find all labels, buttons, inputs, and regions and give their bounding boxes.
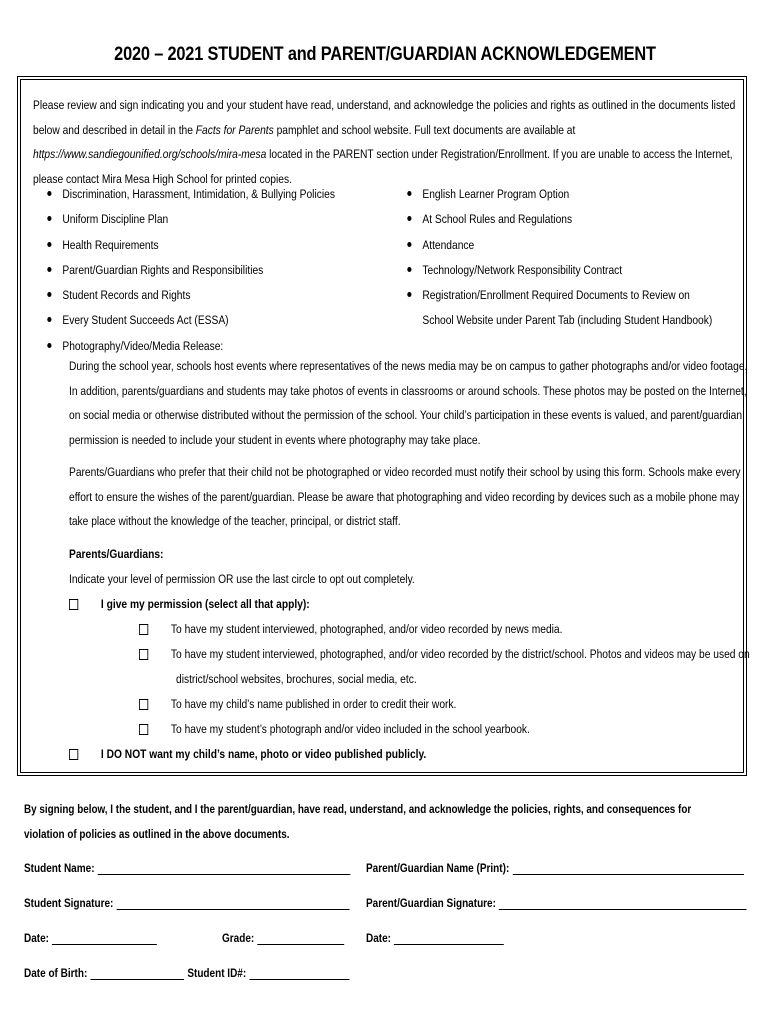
give-permission-label: I give my permission (select all that apply): <box>100 597 310 611</box>
intro-text-2: pamphlet and school website. Full text documents are available at <box>273 122 576 137</box>
student-name-label: Student Name: <box>24 861 95 875</box>
date-label: Date: <box>24 931 49 945</box>
parents-heading <box>69 542 163 567</box>
intro-text-1: Please review and sign indicating you and your student have read, understand, and acknowledge the policies and rights as outlined in the documents listed below and described in detail in the <box>33 98 736 137</box>
parents-heading-text: Parents/Guardians: <box>69 547 164 561</box>
name-published-option[interactable] <box>139 692 456 717</box>
page-title: 2020 – 2021 STUDENT and PARENT/GUARDIAN ACKNOWLEDGEMENT <box>114 44 656 65</box>
grade-line[interactable] <box>258 932 345 945</box>
list-item: Parent/Guardian Rights and Responsibilities <box>33 258 335 283</box>
student-id-line[interactable] <box>249 967 349 980</box>
parent-date-label: Date: <box>366 931 391 945</box>
student-signature-label: Student Signature: <box>24 896 114 910</box>
signing-statement: By signing below, I the student, and I the parent/guardian, have read, understand, and acknowledge the policies, rights, and consequences for violation of policies as outlined in the above documents. <box>24 802 692 841</box>
list-item: Uniform Discipline Plan <box>33 207 335 232</box>
school-url-link[interactable]: https://www.sandiegounified.org/schools/mira-mesa <box>33 147 267 162</box>
student-id-label: Student ID#: <box>187 966 247 980</box>
parent-date-line[interactable] <box>394 932 504 945</box>
intro-paragraph <box>33 93 739 192</box>
list-item: Photography/Video/Media Release: <box>33 334 335 359</box>
dob-line[interactable] <box>91 967 184 980</box>
list-item: At School Rules and Regulations <box>393 207 712 232</box>
acknowledgement-box <box>17 76 750 776</box>
date-line[interactable] <box>52 932 157 945</box>
district-label: To have my student interviewed, photographed, and/or video recorded by the district/school. Photos and videos may be used on <box>170 647 750 661</box>
parent-signature-label: Parent/Guardian Signature: <box>366 896 496 910</box>
student-signature-line[interactable] <box>117 897 350 910</box>
grade-label: Grade: <box>222 931 255 945</box>
district-checkbox[interactable] <box>139 649 148 660</box>
list-item: Student Records and Rights <box>33 283 335 308</box>
district-option-continued: district/school websites, brochures, social media, etc. <box>176 672 417 686</box>
right-policy-list <box>393 182 712 333</box>
opt-out-option[interactable] <box>69 742 426 767</box>
give-permission-option[interactable] <box>69 592 310 617</box>
media-notify-paragraph: Parents/Guardians who prefer that their child not be photographed or video recorded must notify their school by using this form. Schools make every effort to ensure the wishes of the parent/guardian. Please be aware that photographing and video recording by devices such as a mobile phone may take place without the knowledge of the teacher, principal, or district staff. <box>69 465 741 529</box>
parent-name-field[interactable] <box>366 861 744 875</box>
dob-field[interactable] <box>24 966 350 980</box>
grade-field[interactable] <box>222 931 344 945</box>
list-item-line: School Website under Parent Tab (including Student Handbook) <box>422 312 713 327</box>
list-item-line: Registration/Enrollment Required Documents to Review on <box>422 288 690 303</box>
news-media-checkbox[interactable] <box>139 624 148 635</box>
list-item: Attendance <box>393 233 712 258</box>
yearbook-label: To have my student’s photograph and/or video included in the school yearbook. <box>170 722 530 736</box>
news-media-label: To have my student interviewed, photographed, and/or video recorded by news media. <box>170 622 563 636</box>
name-published-label: To have my child’s name published in order to credit their work. <box>170 697 457 711</box>
news-media-option[interactable] <box>139 617 562 642</box>
district-option[interactable] <box>139 642 750 667</box>
left-policy-list <box>33 182 335 359</box>
give-permission-checkbox[interactable] <box>69 599 78 610</box>
date-field[interactable] <box>24 931 157 945</box>
list-item: Health Requirements <box>33 233 335 258</box>
list-item: Every Student Succeeds Act (ESSA) <box>33 308 335 333</box>
name-published-checkbox[interactable] <box>139 699 148 710</box>
parent-signature-line[interactable] <box>499 897 747 910</box>
yearbook-checkbox[interactable] <box>139 724 148 735</box>
student-name-field[interactable] <box>24 861 350 875</box>
list-item: Discrimination, Harassment, Intimidation, & Bullying Policies <box>33 182 335 207</box>
parent-date-field[interactable] <box>366 931 504 945</box>
intro-text-3: located in the PARENT section under Registration/Enrollment. If you are unable to access the Internet, please contact Mira Mesa High School for printed copies. <box>33 147 733 187</box>
parent-name-label: Parent/Guardian Name (Print): <box>366 861 510 875</box>
list-item <box>393 283 712 332</box>
opt-out-label: I DO NOT want my child’s name, photo or video published publicly. <box>100 747 427 761</box>
yearbook-option[interactable] <box>139 717 530 742</box>
parent-signature-field[interactable] <box>366 896 747 910</box>
opt-out-checkbox[interactable] <box>69 749 78 760</box>
list-item: Technology/Network Responsibility Contract <box>393 258 712 283</box>
student-signature-field[interactable] <box>24 896 350 910</box>
student-name-line[interactable] <box>98 862 351 875</box>
dob-label: Date of Birth: <box>24 966 88 980</box>
facts-for-parents-title: Facts for Parents <box>195 122 274 137</box>
media-release-paragraph: During the school year, schools host events where representatives of the news media may be on campus to gather photographs and/or video footage. In addition, parents/guardians and students may take photos of events in classrooms or around schools. These photos may be posted on the Internet, on social media or otherwise distributed without the permission of the school. Your child’s participation in these events is valued, and parent/guardian permission is needed to include your student in events where photography may take place. <box>69 359 748 448</box>
permission-instruction: Indicate your level of permission OR use the last circle to opt out completely. <box>69 572 415 586</box>
parent-name-line[interactable] <box>513 862 744 875</box>
list-item: English Learner Program Option <box>393 182 712 207</box>
